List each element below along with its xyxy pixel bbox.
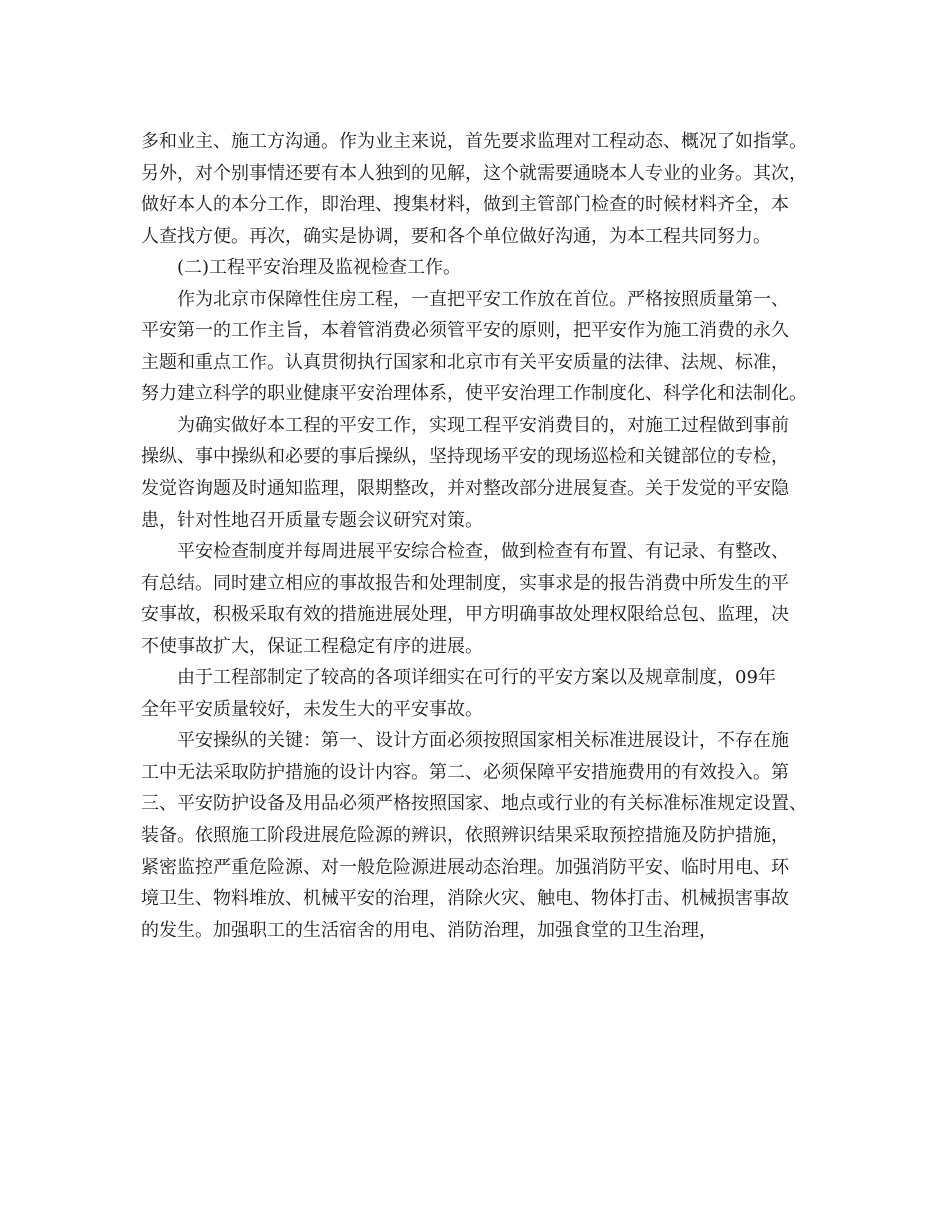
text-line: 主题和重点工作。认真贯彻执行国家和北京市有关平安质量的法律、法规、标准，: [141, 351, 789, 373]
text-line: 安事故，积极采取有效的措施进展处理，甲方明确事故处理权限给总包、监理，决: [141, 604, 789, 626]
text-line: 平安操纵的关键：第一、设计方面必须按照国家相关标准进展设计，不存在施: [177, 730, 789, 752]
text-line: 作为北京市保障性住房工程，一直把平安工作放在首位。严格按照质量第一、: [177, 288, 789, 310]
text-line: 多和业主、施工方沟通。作为业主来说，首先要求监理对工程动态、概况了如指掌。: [141, 131, 807, 152]
text-line: 三、平安防护设备及用品必须严格按照国家、地点或行业的有关标准标准规定设置、: [141, 793, 807, 815]
document-page: [141, 126, 831, 946]
text-line: 平安检查制度并每周进展平安综合检查，做到检查有布置、有记录、有整改、: [177, 541, 789, 563]
text-line: 平安第一的工作主旨，本着管消费必须管平安的原则，把平安作为施工消费的永久: [141, 320, 789, 342]
text-line: 操纵、事中操纵和必要的事后操纵，坚持现场平安的现场巡检和关键部位的专检，: [141, 446, 789, 468]
text-line: 由于工程部制定了较高的各项详细实在可行的平安方案以及规章制度，09年: [177, 667, 776, 689]
text-line: 紧密监控严重危险源、对一般危险源进展动态治理。加强消防平安、临时用电、环: [141, 856, 789, 878]
text-line: 患，针对性地召开质量专题会议研究对策。: [141, 509, 483, 531]
text-line: 全年平安质量较好，未发生大的平安事故。: [141, 698, 483, 720]
section-heading: (二)工程平安治理及监视检查工作。: [177, 257, 462, 279]
text-line: 有总结。同时建立相应的事故报告和处理制度，实事求是的报告消费中所发生的平: [141, 572, 789, 594]
text-line: 装备。依照施工阶段进展危险源的辨识，依照辨识结果采取预控措施及防护措施，: [141, 825, 789, 847]
text-line: 不使事故扩大，保证工程稳定有序的进展。: [141, 635, 483, 657]
text-line: 做好本人的本分工作，即治理、搜集材料，做到主管部门检查的时候材料齐全，本: [141, 194, 789, 216]
text-line: 人查找方便。再次，确实是协调，要和各个单位做好沟通，为本工程共同努力。: [141, 225, 771, 247]
text-line: 努力建立科学的职业健康平安治理体系，使平安治理工作制度化、科学化和法制化。: [141, 383, 807, 405]
text-line: 工中无法采取防护措施的设计内容。第二、必须保障平安措施费用的有效投入。第: [141, 761, 789, 783]
text-line: 的发生。加强职工的生活宿舍的用电、消防治理，加强食堂的卫生治理，: [141, 919, 717, 941]
text-line: 境卫生、物料堆放、机械平安的治理，消除火灾、触电、物体打击、机械损害事故: [141, 888, 789, 910]
text-line: 为确实做好本工程的平安工作，实现工程平安消费目的，对施工过程做到事前: [177, 414, 789, 436]
text-line: 发觉咨询题及时通知监理，限期整改，并对整改部分进展复查。关于发觉的平安隐: [141, 478, 789, 500]
text-line: 另外，对个别事情还要有本人独到的见解，这个就需要通晓本人专业的业务。其次，: [141, 162, 807, 184]
